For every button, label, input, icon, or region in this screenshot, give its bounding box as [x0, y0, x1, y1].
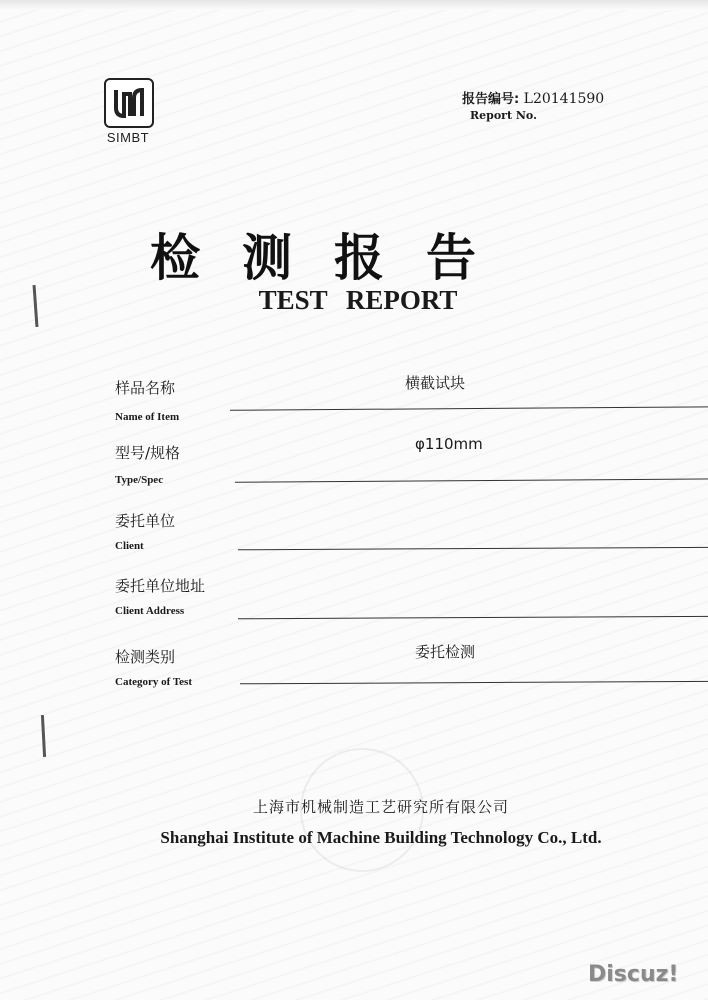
field-label-cn: 委托单位地址	[115, 577, 206, 595]
field-label-en: Client Address	[115, 605, 185, 617]
field-underline	[240, 681, 708, 685]
company-name-cn: 上海市机械制造工艺研究所有限公司	[252, 798, 509, 816]
field-underline	[235, 478, 708, 482]
field-underline	[230, 406, 708, 410]
report-number-label: 报告编号:	[462, 92, 520, 107]
title-cn: 检测报告	[150, 229, 518, 287]
field-label-en: Type/Spec	[115, 474, 164, 486]
report-number	[462, 88, 604, 107]
report-number-value: L20141590	[523, 91, 605, 107]
field-label-en: Client	[115, 540, 144, 552]
site-watermark: Discuz!	[588, 962, 679, 987]
simbt-logo-icon	[104, 78, 154, 128]
report-number-label-en: Report No.	[470, 109, 537, 122]
logo-text: SIMBT	[106, 130, 150, 145]
title-en: TEST REPORT	[258, 285, 458, 315]
staple-mark	[41, 715, 46, 757]
field-value: 横截试块	[405, 374, 466, 392]
field-label-cn: 委托单位	[115, 512, 176, 530]
field-label-en: Name of Item	[115, 411, 180, 423]
field-label-cn: 检测类别	[115, 648, 176, 666]
company-logo	[98, 78, 158, 150]
company-name-en: Shanghai Institute of Machine Building Technology Co., Ltd.	[160, 828, 602, 847]
field-label-cn: 型号/规格	[115, 444, 181, 462]
field-label-en: Category of Test	[115, 676, 192, 688]
field-value: φ110mm	[415, 435, 483, 453]
field-value: 委托检测	[415, 643, 476, 661]
field-label-cn: 样品名称	[115, 379, 176, 397]
field-underline	[238, 547, 708, 551]
scan-edge	[0, 0, 708, 10]
field-underline	[238, 616, 708, 620]
